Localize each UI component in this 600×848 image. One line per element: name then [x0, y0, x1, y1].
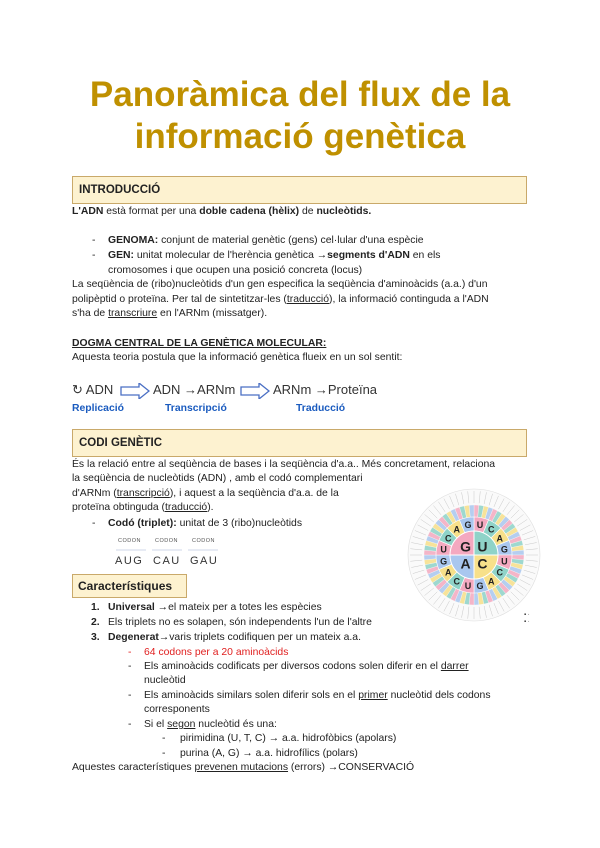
flow-arrow-icon — [120, 383, 150, 399]
bullet-dash: - — [128, 647, 132, 658]
title-line-2: informació genètica — [134, 117, 466, 156]
wheel-ring2-letter: G — [476, 580, 484, 591]
sub2-text: Els aminoàcids codificats per diversos codons solen diferir en el — [144, 661, 441, 672]
bullet-dash: - — [92, 235, 96, 246]
adn-text: està format per una — [103, 206, 200, 217]
codon-2: CAU — [153, 555, 181, 567]
sub3-primer: primer — [358, 690, 388, 701]
wheel-ring2-letter: U — [476, 520, 484, 531]
gen-item-line2: cromosomes i que ocupen una posició concreta (locus) — [108, 265, 363, 276]
seq-transcriure: transcriure — [108, 308, 158, 319]
list-num-2: 2. — [91, 617, 100, 628]
flow-translation: ARNm →Proteïna — [273, 382, 378, 397]
codi-text-2: ), i aquest a la seqüència d'a.a. de la — [169, 488, 339, 499]
codo-item — [108, 516, 302, 531]
wheel-center-letter: C — [477, 555, 488, 572]
gen-def-end: en els — [409, 250, 441, 261]
bullet-dash: - — [162, 733, 166, 744]
caract-heading: Característiques — [78, 579, 173, 593]
adn-term: L'ADN — [72, 206, 104, 217]
final-text-2: (errors) →CONSERVACIÓ — [288, 762, 415, 773]
legend-mark-icon: ▪ · — [524, 619, 530, 625]
bullet-dash: - — [128, 690, 132, 701]
wheel-ring2-letter: A — [444, 567, 452, 578]
seq-line-3 — [72, 306, 267, 321]
flow-arrow-icon — [240, 383, 270, 399]
bullet-dash: - — [128, 719, 132, 730]
wheel-ring2-letter: G — [464, 520, 472, 531]
codi-line-1: És la relació entre al seqüència de bases i la seqüència d'a.a.. Més concretament, relaciona — [72, 459, 496, 470]
codi-heading-box — [72, 429, 527, 457]
flow-transcription: ADN →ARNm — [153, 382, 236, 397]
bullet-dash: - — [162, 748, 166, 759]
codon-1: AUG — [115, 555, 144, 567]
seq-traduccio: traducció — [286, 294, 330, 305]
codon-label: CODON — [155, 538, 178, 544]
adn-definition — [72, 204, 371, 219]
page-title — [0, 74, 600, 158]
sub3-text: Els aminoàcids similars solen diferir sols en el — [144, 690, 359, 701]
universal-def: →el mateix per a totes les espècies — [154, 602, 322, 613]
sub3-text-2: nucleòtid dels codons — [387, 690, 491, 701]
gen-term: GEN: — [108, 250, 134, 261]
sub-item-1: 64 codons per a 20 aminoàcids — [144, 647, 289, 658]
list-num-3: 3. — [91, 632, 100, 643]
codi-text: d'ARNm ( — [72, 488, 117, 499]
codi-transcripcio: transcripció — [116, 488, 170, 499]
adn-nucleotids: nucleòtids. — [316, 206, 372, 217]
codi-line-2: la seqüència de nucleòtids (ADN) , amb el codó complementari — [72, 473, 363, 484]
sub4-segon: segon — [167, 719, 196, 730]
caract-item-3 — [108, 630, 361, 645]
seq-line-1: La seqüència de (ribo)nucleòtids d'un gen especifica la seqüència d'aminoàcids (a.a.) d'un — [72, 279, 488, 290]
wheel-legend — [524, 612, 530, 626]
degenerat-term: Degenerat — [108, 632, 159, 643]
final-text: Aquestes característiques — [72, 762, 195, 773]
title-line-1: Panoràmica del flux de la — [89, 75, 511, 114]
wheel-ring2-letter: C — [453, 576, 461, 587]
codi-line-4 — [72, 500, 214, 515]
genetic-code-wheel — [405, 486, 543, 624]
sub-item-2 — [144, 659, 469, 674]
sub-item-2-line2: nucleòtid — [144, 675, 186, 686]
sub2-darrer: darrer — [440, 661, 469, 672]
codon-3: GAU — [190, 555, 219, 567]
wheel-center-letter: U — [477, 538, 488, 555]
caract-heading-box — [72, 574, 187, 598]
dogma-heading: DOGMA CENTRAL DE LA GENÈTICA MOLECULAR: — [72, 338, 327, 349]
wheel-center-letter: G — [460, 538, 471, 555]
label-transcripcio: Transcripció — [165, 403, 227, 414]
intro-heading-box — [72, 176, 527, 204]
degenerat-def: →varis triplets codifiquen per un mateix a.a. — [158, 632, 361, 643]
universal-term: Universal — [108, 602, 155, 613]
wheel-ring2-letter: C — [496, 567, 504, 578]
gen-def: unitat molecular de l'herència genètica → — [133, 250, 328, 261]
codi-line-3 — [72, 486, 339, 501]
codo-term: Codó (triplet): — [108, 518, 177, 529]
gen-item — [108, 248, 441, 263]
bullet-dash: - — [92, 250, 96, 261]
sub-item-3 — [144, 688, 491, 703]
subsub-item-2: purina (A, G) → a.a. hidrofílics (polars) — [180, 748, 358, 759]
codi-heading: CODI GENÈTIC — [79, 437, 163, 449]
codo-def: unitat de 3 (ribo)nucleòtids — [176, 518, 303, 529]
wheel-ring2-letter: A — [496, 533, 504, 544]
seq-text-3: s'ha de — [72, 308, 109, 319]
subsub-item-1: pirimidina (U, T, C) → a.a. hidrofòbics (apolars) — [180, 733, 397, 744]
caract-item-2: Els triplets no es solapen, són independents l'un de l'altre — [108, 617, 372, 628]
gen-segments: segments d'ADN — [327, 250, 410, 261]
label-replicacio: Replicació — [72, 403, 124, 414]
genoma-term: GENOMA: — [108, 235, 159, 246]
genoma-def: conjunt de material genètic (gens) cel·lular d'una espècie — [158, 235, 424, 246]
seq-text-4: en l'ARNm (missatger). — [157, 308, 268, 319]
sub4-text: Si el — [144, 719, 168, 730]
adn-text-2: de — [299, 206, 317, 217]
codi-traduccio: traducció — [165, 502, 208, 513]
wheel-ring2-letter: C — [444, 533, 452, 544]
adn-helix: doble cadena (hèlix) — [199, 206, 300, 217]
sub-item-3-line2: corresponents — [144, 704, 210, 715]
sub4-text-2: nucleòtid és una: — [195, 719, 277, 730]
list-num-1: 1. — [91, 602, 100, 613]
wheel-ring2-letter: C — [487, 524, 495, 535]
wheel-ring2-letter: A — [487, 576, 495, 587]
wheel-ring2-letter: U — [464, 580, 472, 591]
wheel-ring2-letter: A — [453, 524, 461, 535]
sub-item-4 — [144, 717, 277, 732]
codon-label: CODON — [118, 538, 141, 544]
wheel-ring2-letter: U — [501, 556, 508, 567]
final-line — [72, 760, 414, 775]
seq-line-2 — [72, 292, 489, 307]
genoma-item — [108, 233, 424, 248]
wheel-ring2-letter: G — [500, 544, 508, 555]
codi-text-4: ). — [207, 502, 214, 513]
wheel-ring2-letter: U — [440, 544, 447, 555]
bullet-dash: - — [128, 661, 132, 672]
bullet-dash: - — [92, 518, 96, 529]
label-traduccio: Traducció — [296, 403, 346, 414]
intro-heading: INTRODUCCIÓ — [79, 184, 161, 196]
final-mutacions: prevenen mutacions — [194, 762, 289, 773]
caract-item-1 — [108, 600, 322, 615]
legend-mark-icon: ▪ · — [524, 612, 530, 618]
wheel-center-letter: A — [460, 555, 471, 572]
dogma-text: Aquesta teoria postula que la informació genètica flueix en un sol sentit: — [72, 352, 403, 363]
wheel-ring2-letter: G — [440, 556, 448, 567]
codi-text-3: proteïna obtinguda ( — [72, 502, 166, 513]
seq-text-2: ), la informació continguda a l'ADN — [329, 294, 489, 305]
codon-brackets — [112, 545, 222, 553]
codon-label: CODON — [192, 538, 215, 544]
seq-text: polipèptid o proteïna. Per tal de sintetitzar-les ( — [72, 294, 287, 305]
flow-replication: ↻ ADN — [72, 382, 114, 397]
